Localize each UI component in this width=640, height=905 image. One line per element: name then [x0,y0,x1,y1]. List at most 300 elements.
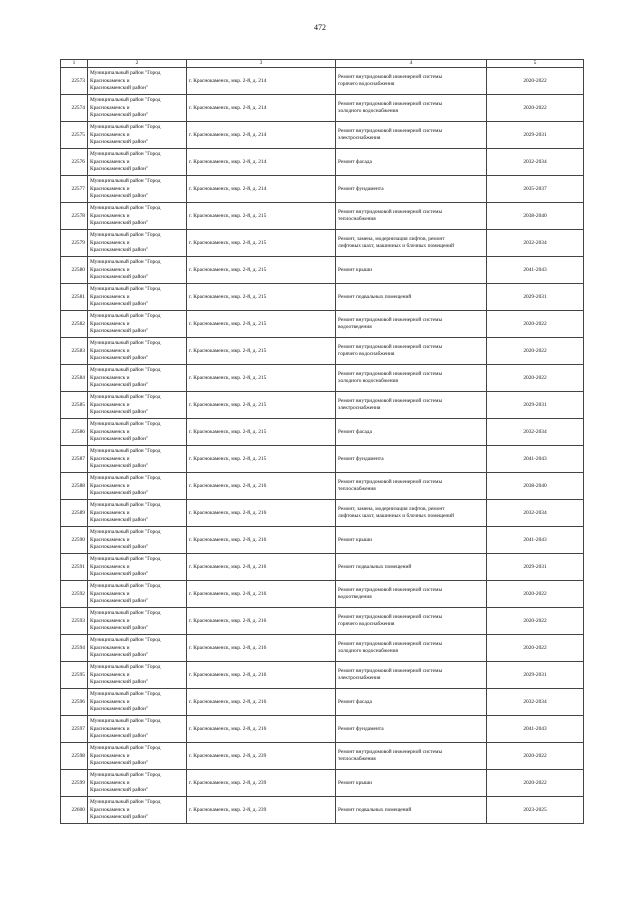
table-row [61,149,584,176]
municipality-line: Краснокаменск и [90,482,130,489]
municipality-line: Краснокаменск и [90,401,130,408]
period-cell: 2032-2034 [487,689,584,716]
municipality-cell [88,797,187,824]
work-type-cell [336,365,487,392]
municipality-cell [88,527,187,554]
municipality-line: Краснокаменский район" [90,732,149,739]
municipality-line: Краснокаменск и [90,563,130,570]
work-type-line: холодного водоснабжения [338,108,398,115]
municipality-cell [88,95,187,122]
work-type-cell [336,122,487,149]
work-type-cell [336,257,487,284]
table-row [61,203,584,230]
row-number: 22586 [61,419,88,446]
row-number: 22598 [61,743,88,770]
municipality-line: Муниципальный район "Город [90,448,161,455]
row-number: 22600 [61,797,88,824]
work-type-cell [336,338,487,365]
municipality-cell [88,500,187,527]
work-type-line: Ремонт, замена, модернизация лифтов, ремонт [338,506,445,512]
municipality-line: Краснокаменский район" [90,138,149,145]
municipality-line: Краснокаменский район" [90,408,149,415]
municipality-cell [88,581,187,608]
work-type-cell [336,500,487,527]
municipality-line: Муниципальный район "Город [90,124,161,131]
work-type-line: Ремонт внутридомовой инженерной системы [338,587,443,593]
municipality-line: Муниципальный район "Город [90,151,161,158]
period-cell: 2041-2043 [487,257,584,284]
municipality-cell [88,203,187,230]
registry-table [60,59,584,824]
work-type-line: Ремонт внутридомовой инженерной системы [338,398,443,404]
registry-table-body [61,60,584,824]
work-type-line: Ремонт внутридомовой инженерной системы [338,74,443,80]
municipality-cell [88,338,187,365]
row-number: 22575 [61,122,88,149]
work-type-cell [336,770,487,797]
work-type-cell [336,203,487,230]
municipality-line: Краснокаменск и [90,104,130,111]
work-type-line: холодного водоснабжения [338,378,398,385]
address-cell: г. Краснокаменск, мкр. 2-й, д. 216 [187,716,336,743]
municipality-cell [88,446,187,473]
column-number-2: 2 [88,60,187,68]
table-row [61,689,584,716]
period-cell: 2041-2043 [487,446,584,473]
municipality-cell [88,149,187,176]
municipality-line: Краснокаменский район" [90,678,149,685]
municipality-line: Краснокаменский район" [90,327,149,334]
work-type-cell [336,149,487,176]
municipality-line: Краснокаменский район" [90,705,149,712]
work-type-cell [336,419,487,446]
address-cell: г. Краснокаменск, мкр. 2-й, д. 214 [187,95,336,122]
work-type-line: электроснабжения [338,405,381,412]
period-cell: 2020-2022 [487,581,584,608]
municipality-line: Краснокаменский район" [90,543,149,550]
work-type-line: Ремонт подвальных помещений [338,293,412,300]
municipality-line: Краснокаменский район" [90,435,149,442]
table-row [61,419,584,446]
period-cell: 2020-2022 [487,338,584,365]
work-type-line: Ремонт фасада [338,698,372,705]
period-cell: 2032-2034 [487,230,584,257]
municipality-line: Краснокаменский район" [90,570,149,577]
municipality-line: Муниципальный район "Город [90,718,161,725]
municipality-cell [88,608,187,635]
table-row [61,608,584,635]
work-type-line: Ремонт внутридомовой инженерной системы [338,479,443,485]
municipality-line: Краснокаменск и [90,725,130,732]
period-cell: 2029-2031 [487,554,584,581]
municipality-line: Краснокаменск и [90,698,130,705]
row-number: 22595 [61,662,88,689]
address-cell: г. Краснокаменск, мкр. 2-й, д. 216 [187,608,336,635]
work-type-cell [336,176,487,203]
municipality-line: Краснокаменск и [90,671,130,678]
municipality-line: Муниципальный район "Город [90,313,161,320]
work-type-cell [336,311,487,338]
work-type-cell [336,284,487,311]
address-cell: г. Краснокаменск, мкр. 2-й, д. 215 [187,419,336,446]
municipality-line: Муниципальный район "Город [90,772,161,779]
table-row [61,95,584,122]
municipality-line: Муниципальный район "Город [90,367,161,374]
work-type-line: Ремонт внутридомовой инженерной системы [338,128,443,134]
work-type-line: Ремонт внутридомовой инженерной системы [338,317,443,323]
work-type-line: Ремонт внутридомовой инженерной системы [338,668,443,674]
address-cell: г. Краснокаменск, мкр. 2-й, д. 215 [187,257,336,284]
work-type-line: Ремонт внутридомовой инженерной системы [338,371,443,377]
municipality-cell [88,689,187,716]
municipality-line: Краснокаменский район" [90,273,149,280]
work-type-line: теплоснабжения [338,486,376,493]
row-number: 22592 [61,581,88,608]
work-type-cell [336,581,487,608]
period-cell: 2023-2025 [487,797,584,824]
work-type-line: Ремонт внутридомовой инженерной системы [338,101,443,107]
municipality-cell [88,743,187,770]
column-number-5: 5 [487,60,584,68]
row-number: 22585 [61,392,88,419]
municipality-line: Краснокаменский район" [90,462,149,469]
work-type-cell [336,473,487,500]
period-cell: 2041-2043 [487,527,584,554]
row-number: 22593 [61,608,88,635]
address-cell: г. Краснокаменск, мкр. 2-й, д. 214 [187,122,336,149]
municipality-cell [88,662,187,689]
municipality-line: Краснокаменск и [90,509,130,516]
municipality-line: Муниципальный район "Город [90,583,161,590]
municipality-line: Муниципальный район "Город [90,745,161,752]
municipality-line: Краснокаменск и [90,428,130,435]
row-number: 22582 [61,311,88,338]
municipality-line: Муниципальный район "Город [90,394,161,401]
municipality-line: Краснокаменск и [90,806,130,813]
table-row [61,770,584,797]
row-number: 22580 [61,257,88,284]
page-number: 472 [314,23,326,32]
municipality-line: Муниципальный район "Город [90,70,161,77]
period-cell: 2020-2022 [487,770,584,797]
address-cell: г. Краснокаменск, мкр. 2-й, д. 216 [187,473,336,500]
municipality-cell [88,365,187,392]
table-row [61,392,584,419]
municipality-line: Муниципальный район "Город [90,475,161,482]
row-number: 22594 [61,635,88,662]
work-type-cell [336,230,487,257]
work-type-line: Ремонт подвальных помещений [338,563,412,570]
work-type-line: водоотведения [338,594,372,601]
row-number: 22587 [61,446,88,473]
municipality-line: Муниципальный район "Город [90,637,161,644]
work-type-line: Ремонт внутридомовой инженерной системы [338,344,443,350]
municipality-line: Муниципальный район "Город [90,610,161,617]
address-cell: г. Краснокаменск, мкр. 2-й, д. 239 [187,797,336,824]
work-type-line: теплоснабжения [338,216,376,223]
work-type-line: Ремонт крыши [338,536,372,543]
period-cell: 2020-2022 [487,95,584,122]
period-cell: 2029-2031 [487,662,584,689]
work-type-cell [336,392,487,419]
municipality-line: Краснокаменский район" [90,516,149,523]
period-cell: 2020-2022 [487,365,584,392]
address-cell: г. Краснокаменск, мкр. 2-й, д. 215 [187,365,336,392]
municipality-line: Краснокаменский район" [90,381,149,388]
work-type-cell [336,68,487,95]
row-number: 22579 [61,230,88,257]
municipality-line: Краснокаменский район" [90,84,149,91]
municipality-line: Краснокаменский район" [90,192,149,199]
table-row [61,743,584,770]
municipality-cell [88,473,187,500]
municipality-cell [88,257,187,284]
table-row [61,554,584,581]
work-type-cell [336,446,487,473]
work-type-line: Ремонт фасада [338,428,372,435]
address-cell: г. Краснокаменск, мкр. 2-й, д. 216 [187,662,336,689]
period-cell: 2032-2034 [487,419,584,446]
address-cell: г. Краснокаменск, мкр. 2-й, д. 214 [187,149,336,176]
municipality-line: Краснокаменск и [90,455,130,462]
row-number: 22581 [61,284,88,311]
row-number: 22589 [61,500,88,527]
period-cell: 2020-2022 [487,311,584,338]
municipality-line: Краснокаменск и [90,536,130,543]
work-type-line: Ремонт крыши [338,779,372,786]
municipality-line: Краснокаменский район" [90,111,149,118]
municipality-line: Краснокаменский район" [90,165,149,172]
municipality-cell [88,554,187,581]
work-type-cell [336,797,487,824]
address-cell: г. Краснокаменск, мкр. 2-й, д. 216 [187,689,336,716]
municipality-line: Муниципальный район "Город [90,178,161,185]
period-cell: 2029-2031 [487,284,584,311]
work-type-cell [336,689,487,716]
work-type-line: Ремонт внутридомовой инженерной системы [338,749,443,755]
period-cell: 2020-2022 [487,635,584,662]
work-type-line: лифтовых шахт, машинных и блочных помещений [338,513,455,520]
work-type-line: Ремонт крыши [338,266,372,273]
table-row [61,257,584,284]
row-number: 22596 [61,689,88,716]
municipality-line: Краснокаменский район" [90,489,149,496]
work-type-cell [336,662,487,689]
municipality-line: Муниципальный район "Город [90,259,161,266]
table-row [61,338,584,365]
row-number: 22574 [61,95,88,122]
municipality-line: Краснокаменск и [90,374,130,381]
municipality-cell [88,176,187,203]
row-number: 22591 [61,554,88,581]
municipality-line: Муниципальный район "Город [90,205,161,212]
municipality-cell [88,419,187,446]
municipality-line: Муниципальный район "Город [90,286,161,293]
work-type-cell [336,554,487,581]
period-cell: 2032-2034 [487,149,584,176]
municipality-line: Краснокаменск и [90,347,130,354]
municipality-line: Краснокаменск и [90,779,130,786]
municipality-line: Муниципальный район "Город [90,691,161,698]
address-cell: г. Краснокаменск, мкр. 2-й, д. 215 [187,203,336,230]
municipality-line: Краснокаменск и [90,131,130,138]
municipality-line: Краснокаменск и [90,239,130,246]
work-type-line: горячего водоснабжения [338,621,395,628]
address-cell: г. Краснокаменск, мкр. 2-й, д. 215 [187,230,336,257]
municipality-line: Краснокаменский район" [90,597,149,604]
municipality-line: Муниципальный район "Город [90,340,161,347]
work-type-line: холодного водоснабжения [338,648,398,655]
municipality-line: Краснокаменск и [90,320,130,327]
work-type-cell [336,608,487,635]
municipality-line: Краснокаменский район" [90,624,149,631]
municipality-line: Муниципальный район "Город [90,529,161,536]
work-type-line: Ремонт внутридомовой инженерной системы [338,614,443,620]
work-type-line: Ремонт, замена, модернизация лифтов, ремонт [338,236,445,242]
municipality-line: Муниципальный район "Город [90,556,161,563]
municipality-line: Муниципальный район "Город [90,664,161,671]
municipality-line: Краснокаменск и [90,158,130,165]
table-row [61,797,584,824]
municipality-line: Краснокаменский район" [90,246,149,253]
municipality-line: Муниципальный район "Город [90,97,161,104]
table-row [61,446,584,473]
work-type-line: горячего водоснабжения [338,351,395,358]
work-type-cell [336,635,487,662]
period-cell: 2020-2022 [487,68,584,95]
row-number: 22588 [61,473,88,500]
municipality-cell [88,68,187,95]
address-cell: г. Краснокаменск, мкр. 2-й, д. 215 [187,284,336,311]
municipality-line: Краснокаменский район" [90,651,149,658]
address-cell: г. Краснокаменск, мкр. 2-й, д. 216 [187,500,336,527]
table-row [61,311,584,338]
address-cell: г. Краснокаменск, мкр. 2-й, д. 215 [187,446,336,473]
table-row [61,284,584,311]
municipality-cell [88,230,187,257]
address-cell: г. Краснокаменск, мкр. 2-й, д. 216 [187,554,336,581]
work-type-line: горячего водоснабжения [338,81,395,88]
period-cell: 2029-2031 [487,122,584,149]
row-number: 22577 [61,176,88,203]
table-row [61,473,584,500]
municipality-line: Краснокаменск и [90,185,130,192]
table-row [61,122,584,149]
municipality-line: Краснокаменск и [90,266,130,273]
municipality-line: Краснокаменск и [90,293,130,300]
municipality-cell [88,770,187,797]
municipality-line: Муниципальный район "Город [90,421,161,428]
address-cell: г. Краснокаменск, мкр. 2-й, д. 216 [187,581,336,608]
municipality-cell [88,635,187,662]
column-number-row [61,60,584,68]
work-type-line: водоотведения [338,324,372,331]
period-cell: 2032-2034 [487,500,584,527]
period-cell: 2020-2022 [487,608,584,635]
row-number: 22599 [61,770,88,797]
row-number: 22578 [61,203,88,230]
address-cell: г. Краснокаменск, мкр. 2-й, д. 216 [187,527,336,554]
row-number: 22590 [61,527,88,554]
address-cell: г. Краснокаменск, мкр. 2-й, д. 239 [187,770,336,797]
municipality-line: Муниципальный район "Город [90,799,161,806]
table-row [61,581,584,608]
table-row [61,365,584,392]
municipality-line: Краснокаменский район" [90,354,149,361]
work-type-line: Ремонт внутридомовой инженерной системы [338,209,443,215]
row-number: 22597 [61,716,88,743]
municipality-line: Муниципальный район "Город [90,502,161,509]
municipality-line: Краснокаменск и [90,590,130,597]
address-cell: г. Краснокаменск, мкр. 2-й, д. 214 [187,68,336,95]
address-cell: г. Краснокаменск, мкр. 2-й, д. 214 [187,176,336,203]
table-row [61,500,584,527]
table-row [61,716,584,743]
municipality-cell [88,122,187,149]
period-cell: 2020-2022 [487,743,584,770]
work-type-line: Ремонт фасада [338,158,372,165]
municipality-line: Краснокаменск и [90,77,130,84]
table-row [61,230,584,257]
municipality-line: Краснокаменский район" [90,219,149,226]
municipality-line: Краснокаменский район" [90,300,149,307]
period-cell: 2035-2037 [487,176,584,203]
column-number-1: 1 [61,60,88,68]
period-cell: 2038-2040 [487,203,584,230]
work-type-cell [336,95,487,122]
table-row [61,635,584,662]
municipality-cell [88,311,187,338]
column-number-4: 4 [336,60,487,68]
row-number: 22576 [61,149,88,176]
work-type-line: Ремонт фундамента [338,185,384,192]
address-cell: г. Краснокаменск, мкр. 2-й, д. 215 [187,338,336,365]
address-cell: г. Краснокаменск, мкр. 2-й, д. 215 [187,392,336,419]
work-type-line: Ремонт фундамента [338,455,384,462]
municipality-line: Краснокаменск и [90,617,130,624]
municipality-line: Краснокаменский район" [90,786,149,793]
work-type-line: Ремонт фундамента [338,725,384,732]
work-type-line: электроснабжения [338,135,381,142]
table-row [61,68,584,95]
municipality-line: Краснокаменск и [90,752,130,759]
address-cell: г. Краснокаменск, мкр. 2-й, д. 216 [187,635,336,662]
municipality-cell [88,284,187,311]
municipality-cell [88,392,187,419]
address-cell: г. Краснокаменск, мкр. 2-й, д. 215 [187,311,336,338]
work-type-line: Ремонт внутридомовой инженерной системы [338,641,443,647]
work-type-cell [336,716,487,743]
row-number: 22573 [61,68,88,95]
work-type-line: лифтовых шахт, машинных и блочных помещений [338,243,455,250]
work-type-cell [336,527,487,554]
work-type-line: электроснабжения [338,675,381,682]
work-type-line: Ремонт подвальных помещений [338,806,412,813]
row-number: 22583 [61,338,88,365]
column-number-3: 3 [187,60,336,68]
work-type-cell [336,743,487,770]
municipality-line: Краснокаменский район" [90,813,149,820]
table-row [61,662,584,689]
period-cell: 2038-2040 [487,473,584,500]
period-cell: 2029-2031 [487,392,584,419]
municipality-line: Краснокаменский район" [90,759,149,766]
row-number: 22584 [61,365,88,392]
municipality-cell [88,716,187,743]
municipality-line: Краснокаменск и [90,212,130,219]
table-row [61,176,584,203]
municipality-line: Муниципальный район "Город [90,232,161,239]
